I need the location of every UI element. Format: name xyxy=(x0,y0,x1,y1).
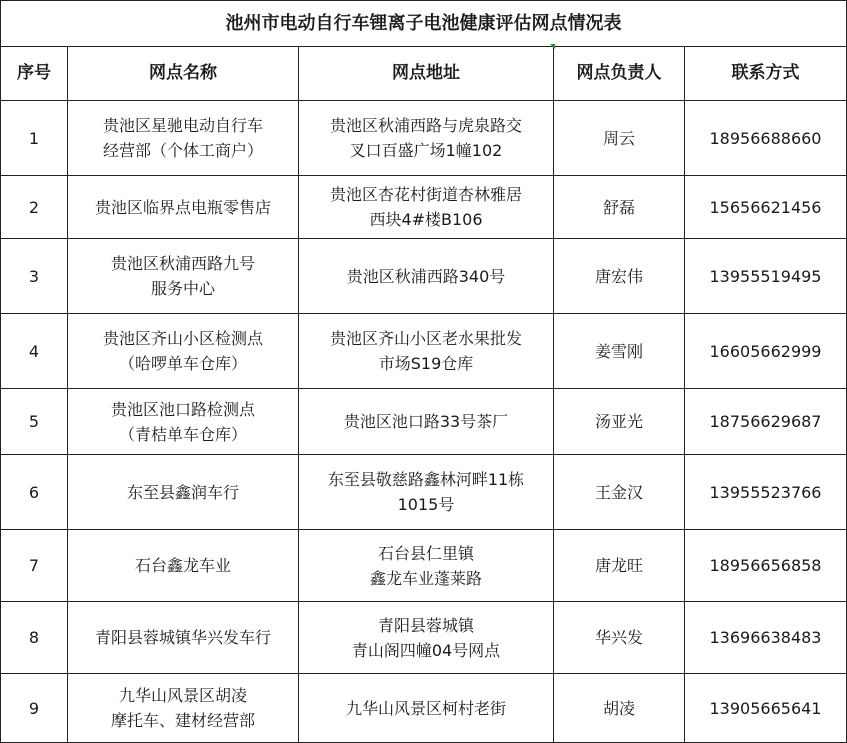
cell-outlet-name-line: 贵池区池口路检测点 xyxy=(110,399,255,419)
cell-outlet-name-line: 青阳县蓉城镇华兴发车行 xyxy=(94,628,271,647)
table-row xyxy=(1,101,847,176)
cell-contact-phone: 18956688660 xyxy=(685,101,847,176)
cell-outlet-address-line: 贵池区齐山小区老水果批发 xyxy=(329,329,522,348)
cell-outlet-address-line: 叉口百盛广场1幢102 xyxy=(349,141,503,160)
cell-contact-phone: 16605662999 xyxy=(685,314,847,389)
cell-outlet-name xyxy=(68,455,299,530)
cell-outlet-name-line: （青桔单车仓库） xyxy=(118,424,247,444)
cell-contact-phone: 18956656858 xyxy=(685,530,847,602)
cell-contact-phone: 13955523766 xyxy=(685,455,847,530)
cell-contact-phone: 15656621456 xyxy=(685,176,847,239)
table-row xyxy=(1,389,847,455)
cell-index: 4 xyxy=(1,314,68,389)
cell-outlet-address xyxy=(299,455,554,530)
cell-outlet-address xyxy=(299,176,554,239)
table-row xyxy=(1,674,847,743)
cell-outlet-address-line: 贵池区池口路33号茶厂 xyxy=(343,412,509,431)
cell-outlet-name-line: 九华山风景区胡凌 xyxy=(118,686,247,705)
cell-outlet-address xyxy=(299,530,554,602)
header-index: 序号 xyxy=(1,47,68,101)
cell-contact-phone: 13696638483 xyxy=(685,602,847,674)
cell-outlet-address-line: 东至县敬慈路鑫林河畔11栋 xyxy=(327,470,525,489)
cell-outlet-name xyxy=(68,101,299,176)
title-row xyxy=(1,1,847,47)
table-row xyxy=(1,455,847,530)
cell-outlet-name xyxy=(68,602,299,674)
cell-outlet-person: 周云 xyxy=(554,101,685,176)
cell-outlet-address-line: 九华山风景区柯村老街 xyxy=(345,698,506,718)
cell-index: 2 xyxy=(1,176,68,239)
cell-outlet-name xyxy=(68,239,299,314)
cell-outlet-name-line: 贵池区齐山小区检测点 xyxy=(102,329,263,348)
cell-outlet-name-line: 东至县鑫润车行 xyxy=(126,482,239,502)
cell-outlet-person: 胡凌 xyxy=(554,674,685,743)
cell-outlet-address xyxy=(299,389,554,455)
cell-outlet-address xyxy=(299,101,554,176)
cell-outlet-name xyxy=(68,674,299,743)
cell-outlet-name-line: （哈啰单车仓库） xyxy=(118,354,247,373)
table-row xyxy=(1,314,847,389)
table-title: 池州市电动自行车锂离子电池健康评估网点情况表 xyxy=(1,1,847,47)
cell-outlet-address-line: 西块4#楼B106 xyxy=(369,210,483,229)
cell-outlet-address-line: 1015号 xyxy=(397,495,455,514)
table-row xyxy=(1,239,847,314)
cell-index: 5 xyxy=(1,389,68,455)
cell-outlet-address-line: 市场S19仓库 xyxy=(378,354,474,373)
cell-contact-phone: 18756629687 xyxy=(685,389,847,455)
header-outlet-name: 网点名称 xyxy=(68,47,299,101)
cell-outlet-name-line: 服务中心 xyxy=(150,279,215,298)
cell-outlet-name xyxy=(68,530,299,602)
cell-outlet-address-line: 青阳县蓉城镇 xyxy=(377,615,474,635)
cell-outlet-address-line: 石台县仁里镇 xyxy=(377,543,474,563)
cell-outlet-address xyxy=(299,239,554,314)
cell-outlet-address-line: 贵池区杏花村街道杏林雅居 xyxy=(329,185,522,204)
cell-contact-phone: 13955519495 xyxy=(685,239,847,314)
cell-index: 9 xyxy=(1,674,68,743)
cell-index: 3 xyxy=(1,239,68,314)
cell-outlet-address xyxy=(299,314,554,389)
cell-index: 7 xyxy=(1,530,68,602)
header-contact: 联系方式 xyxy=(685,47,847,101)
cell-outlet-name xyxy=(68,389,299,455)
cell-outlet-person: 王金汉 xyxy=(554,455,685,530)
cell-outlet-name-line: 石台鑫龙车业 xyxy=(134,556,231,575)
cell-index: 1 xyxy=(1,101,68,176)
cell-outlet-person: 唐宏伟 xyxy=(554,239,685,314)
cell-outlet-person: 唐龙旺 xyxy=(554,530,685,602)
header-outlet-person: 网点负责人 xyxy=(554,47,685,101)
cell-outlet-person: 华兴发 xyxy=(554,602,685,674)
cell-index: 8 xyxy=(1,602,68,674)
header-row xyxy=(1,47,847,101)
cell-contact-phone: 13905665641 xyxy=(685,674,847,743)
table-row xyxy=(1,602,847,674)
header-outlet-address: 网点地址 xyxy=(299,47,554,101)
cell-outlet-address xyxy=(299,602,554,674)
cell-outlet-name-line: 贵池区秋浦西路九号 xyxy=(110,254,255,273)
cell-outlet-address xyxy=(299,674,554,743)
table-row xyxy=(1,530,847,602)
cell-outlet-address-line: 鑫龙车业蓬莱路 xyxy=(369,568,482,588)
cell-outlet-name-line: 贵池区临界点电瓶零售店 xyxy=(94,197,271,217)
cell-outlet-person: 汤亚光 xyxy=(554,389,685,455)
cell-outlet-address-line: 青山阁四幢04号网点 xyxy=(351,640,501,660)
cell-outlet-name-line: 经营部（个体工商户） xyxy=(102,141,263,160)
cell-index: 6 xyxy=(1,455,68,530)
cell-outlet-address-line: 贵池区秋浦西路340号 xyxy=(346,266,506,286)
cell-outlet-name xyxy=(68,176,299,239)
cell-comment-marker xyxy=(550,44,555,49)
cell-outlet-name-line: 摩托车、建材经营部 xyxy=(110,711,255,730)
cell-outlet-person: 舒磊 xyxy=(554,176,685,239)
table-row xyxy=(1,176,847,239)
cell-outlet-name-line: 贵池区星驰电动自行车 xyxy=(102,116,263,135)
cell-outlet-name xyxy=(68,314,299,389)
cell-outlet-person: 姜雪刚 xyxy=(554,314,685,389)
cell-outlet-address-line: 贵池区秋浦西路与虎泉路交 xyxy=(329,116,522,135)
